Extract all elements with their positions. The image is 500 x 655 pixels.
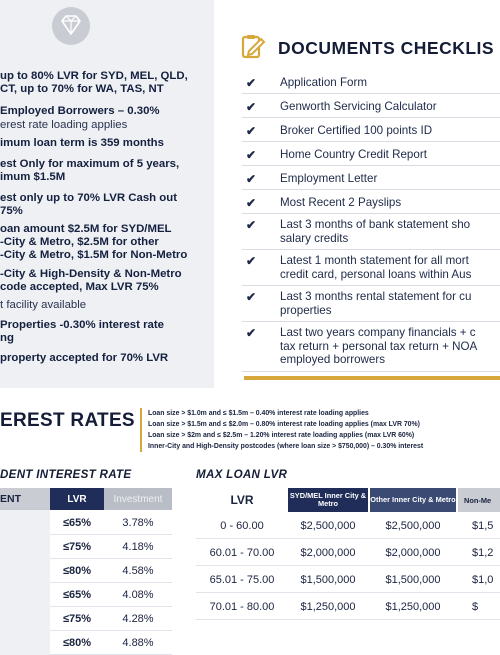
checklist-item-text: Genworth Servicing Calculator (280, 100, 437, 113)
feature-item (0, 281, 159, 295)
feature-bold-text: -City & Metro, $1.5M for Non-Metro (0, 249, 188, 261)
rate-lvr-cell: ≤80% (62, 565, 92, 577)
loan-syd-mel-cell: $2,000,000 (300, 547, 356, 559)
loan-other-cell: $2,000,000 (385, 547, 441, 559)
loan-header-syd-mel: SYD/MEL Inner City & Metro (288, 488, 368, 512)
check-icon: ✔ (246, 172, 257, 186)
rate-lvr-cell: ≤65% (62, 589, 92, 601)
loan-lvr-cell: 70.01 - 80.00 (209, 601, 275, 613)
feature-bold-text: Employed Borrowers – 0.30% (0, 105, 160, 117)
feature-item (0, 319, 164, 333)
feature-bold-text: -City & High-Density & Non-Metro (0, 268, 182, 280)
rate-header-lvr: LVR (50, 488, 104, 510)
rate-lvr-cell: ≤75% (62, 613, 92, 625)
check-icon: ✔ (246, 124, 257, 138)
loan-other-cell: $1,250,000 (385, 601, 441, 613)
checklist-item-text: Last 3 months rental statement for cu (280, 290, 472, 303)
checklist-item (242, 142, 500, 166)
feature-bold-text: ng (0, 332, 14, 344)
check-icon: ✔ (246, 148, 257, 162)
loan-table-row (196, 540, 500, 566)
loan-syd-mel-cell: $1,500,000 (300, 574, 356, 586)
rate-table-row (50, 631, 172, 655)
check-icon: ✔ (246, 76, 257, 90)
rate-table-row (50, 559, 172, 583)
feature-item (0, 158, 179, 172)
checklist-item-text: Last two years company financials + c (280, 326, 476, 339)
check-icon: ✔ (246, 290, 257, 304)
notes-accent-bar (140, 408, 142, 452)
checklist-item-text: Home Country Credit Report (280, 148, 427, 161)
rate-value-cell: 4.18% (122, 541, 154, 553)
rate-lvr-cell: ≤65% (62, 517, 92, 529)
feature-bold-text: -City & Metro, $2.5M for other (0, 236, 159, 248)
checklist-item (242, 118, 500, 142)
checklist-item (242, 250, 500, 286)
loading-note: Loan size > $1.5m and ≤ $2.0m – 0.80% interest rate loading applies (max LVR 70%) (148, 421, 420, 428)
loan-lvr-cell: 0 - 60.00 (220, 520, 264, 532)
feature-bold-text: code accepted, Max LVR 75% (0, 281, 159, 293)
loan-header-lvr: LVR (230, 493, 254, 507)
features-panel (0, 0, 214, 388)
checklist-item-text: employed borrowers (280, 353, 386, 366)
feature-item (0, 299, 86, 313)
checklist-item (242, 166, 500, 190)
checklist-item (242, 322, 500, 372)
rate-value-cell: 4.88% (122, 637, 154, 649)
loan-non-metro-cell: $1,5 (472, 520, 494, 532)
feature-bold-text: imum $1.5M (0, 171, 66, 183)
feature-item (0, 205, 23, 219)
feature-normal-text: t facility available (0, 299, 87, 311)
feature-bold-text: oan amount $2.5M for SYD/MEL (0, 223, 172, 235)
check-icon: ✔ (246, 100, 257, 114)
feature-item (0, 268, 182, 282)
feature-item (0, 192, 177, 206)
loan-table-row (196, 567, 500, 593)
loan-lvr-cell: 60.01 - 70.00 (209, 547, 275, 559)
rate-lvr-cell: ≤80% (62, 637, 92, 649)
checklist-item-text: Most Recent 2 Payslips (280, 196, 402, 209)
loan-non-metro-cell: $ (472, 601, 479, 613)
checklist-item (242, 214, 500, 250)
checklist-item-text: Broker Certified 100 points ID (280, 124, 433, 137)
rate-header-investment: Investment (104, 488, 172, 510)
rate-table-row (50, 607, 172, 631)
feature-bold-text: Properties -0.30% interest rate (0, 319, 164, 331)
checklist-item (242, 94, 500, 118)
checklist-item-text: tax return + personal tax return + NOA (280, 339, 478, 353)
interest-rates-title: EREST RATES (0, 410, 135, 431)
feature-bold-text: up to 80% LVR for SYD, MEL, QLD, (0, 70, 188, 82)
feature-bold-text: est only up to 70% LVR Cash out (0, 192, 177, 204)
rate-table-row (50, 535, 172, 559)
feature-bold-text: property accepted for 70% LVR (0, 352, 169, 364)
loading-notes (148, 408, 500, 452)
clipboard-pencil-icon (240, 33, 266, 59)
rate-value-cell: 4.28% (122, 613, 154, 625)
checklist-title: DOCUMENTS CHECKLIS (278, 38, 495, 58)
loan-table-row (196, 513, 500, 539)
feature-bold-text: CT, up to 70% for WA, TAS, NT (0, 83, 164, 95)
loan-other-cell: $1,500,000 (385, 574, 441, 586)
loan-table-subtitle: MAX LOAN LVR (196, 468, 288, 481)
feature-item (0, 137, 164, 151)
loan-table-row (196, 594, 500, 620)
rate-table-subtitle: DENT INTEREST RATE (0, 468, 132, 481)
feature-item (0, 171, 65, 185)
loan-header-non-metro: Non-Me (458, 488, 500, 512)
loan-lvr-cell: 65.01 - 75.00 (209, 574, 275, 586)
checklist-gold-rule (244, 376, 500, 380)
checklist-item (242, 286, 500, 322)
checklist-item-text: Last 3 months of bank statement sho (280, 218, 471, 231)
loan-syd-mel-cell: $1,250,000 (300, 601, 356, 613)
feature-bold-text: est Only for maximum of 5 years, (0, 158, 180, 170)
feature-bold-text: imum loan term is 359 months (0, 137, 164, 149)
rate-value-cell: 4.58% (122, 565, 154, 577)
feature-item (0, 236, 159, 250)
checklist-item (242, 190, 500, 214)
feature-normal-text: erest rate loading applies (0, 118, 128, 131)
rate-table-row (50, 583, 172, 607)
checklist-item (242, 70, 500, 94)
feature-item (0, 249, 187, 263)
check-icon: ✔ (246, 196, 257, 210)
loan-non-metro-cell: $1,0 (472, 574, 494, 586)
check-icon: ✔ (246, 218, 257, 232)
loading-note: Loan size > $1.0m and ≤ $1.5m – 0.40% interest rate loading applies (148, 410, 369, 417)
feature-item (0, 70, 188, 84)
checklist-item-text: Application Form (280, 76, 367, 89)
loan-header-other: Other Inner City & Metro (370, 488, 456, 512)
check-icon: ✔ (246, 254, 257, 268)
check-icon: ✔ (246, 326, 257, 340)
feature-item (0, 352, 168, 366)
feature-bold-text: 75% (0, 205, 23, 217)
checklist-item-text: properties (280, 303, 332, 317)
loan-other-cell: $2,500,000 (385, 520, 441, 532)
feature-item (0, 83, 164, 97)
rate-table-row (50, 511, 172, 535)
feature-item (0, 332, 14, 346)
checklist-item-text: Latest 1 month statement for all mort (280, 254, 469, 267)
loading-note: Inner-City and High-Density postcodes (where loan size > $750,000) – 0.30% interest (148, 443, 424, 450)
rate-value-cell: 3.78% (122, 517, 154, 529)
checklist-item-text: credit card, personal loans within Aus (280, 267, 472, 281)
loading-note: Loan size > $2m and ≤ $2.5m – 1.20% interest rate loading applies (max LVR 60%) (148, 432, 415, 439)
diamond-icon (42, 6, 100, 46)
rate-category-column (0, 510, 50, 655)
loan-syd-mel-cell: $2,500,000 (300, 520, 356, 532)
checklist-item-text: salary credits (280, 231, 349, 245)
rate-value-cell: 4.08% (122, 589, 154, 601)
checklist-item-text: Employment Letter (280, 172, 378, 185)
feature-item (0, 223, 172, 237)
rate-header-category: ENT (0, 488, 50, 510)
loan-non-metro-cell: $1,2 (472, 547, 494, 559)
rate-lvr-cell: ≤75% (62, 541, 92, 553)
feature-item (0, 105, 160, 132)
